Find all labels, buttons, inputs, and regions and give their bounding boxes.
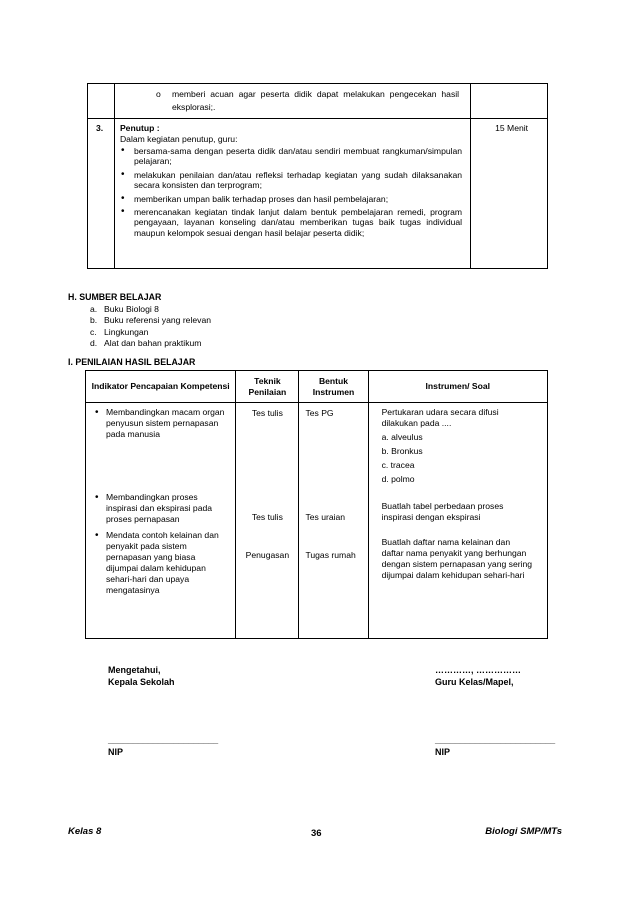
- penilaian-heading: I. PENILAIAN HASIL BELAJAR: [68, 357, 196, 367]
- footer-subject: Biologi SMP/MTs: [485, 826, 562, 837]
- header-bentuk: Bentuk Instrumen: [299, 371, 368, 403]
- soal-3: Buatlah daftar nama kelainan dan daftar nama penyakit yang berhungan dengan sistem pernapasan yang sering dijumpai dalam kehidupan sehari-hari: [381, 537, 533, 580]
- list-item: • merencanakan kegiatan tindak lanjut dalam bentuk pembelajaran remedi, program pengayaan, layanan konseling dan/atau memberikan tugas baik tugas individual maupun kelompok sesuai dengan hasil belajar peserta didik;: [120, 207, 462, 238]
- sign-left-nip: NIP: [108, 747, 124, 757]
- signature-left: [108, 664, 218, 758]
- header-indikator: Indikator Pencapaian Kompetensi: [86, 371, 236, 403]
- table-row: [88, 119, 548, 269]
- list-item: c. Lingkungan: [90, 326, 149, 337]
- bentuk-3: Tugas rumah: [305, 550, 356, 560]
- sub-item: o memberi acuan agar peserta didik dapat melakukan pengecekan hasil eksplorasi;.: [156, 88, 459, 113]
- bentuk-1: Tes PG: [305, 408, 334, 418]
- closing-intro: Dalam kegiatan penutup, guru:: [119, 133, 238, 144]
- teknik-3: Penugasan: [245, 550, 290, 560]
- option-a: a. alveulus: [381, 432, 423, 442]
- table-row: [88, 84, 548, 119]
- sign-left-rule: ______________________: [108, 735, 219, 745]
- sign-right-rule: ________________________: [435, 735, 556, 745]
- soal-2: Buatlah tabel perbedaan proses inspirasi dengan ekspirasi: [381, 501, 504, 522]
- soal-options: [382, 430, 533, 486]
- table-row: [86, 403, 548, 639]
- bentuk-2: Tes uraian: [305, 512, 346, 522]
- option-d: d. polmo: [381, 474, 415, 484]
- sign-left-line1: Mengetahui,: [108, 665, 161, 675]
- list-item: • memberikan umpan balik terhadap proses dan hasil pembelajaran;: [120, 194, 462, 204]
- indikator-1: • Membandingkan macam organ penyusun sistem pernapasan pada manusia: [90, 407, 229, 440]
- footer-class: Kelas 8: [68, 826, 102, 837]
- duration: 15 Menit: [495, 123, 529, 133]
- sign-left-line2: Kepala Sekolah: [108, 677, 175, 687]
- signature-right: [435, 664, 555, 758]
- soal-1: Pertukaran udara secara difusi dilakukan pada ....: [381, 407, 499, 428]
- header-teknik: Teknik Penilaian: [236, 371, 299, 403]
- sumber-list: [90, 304, 211, 349]
- indikator-2: • Membandingkan proses inspirasi dan ekspirasi pada proses pernapasan: [90, 492, 229, 525]
- page-number: 36: [311, 828, 322, 839]
- closing-list: [120, 146, 462, 238]
- list-item: d. Alat dan bahan praktikum: [90, 337, 202, 348]
- row-number: 3.: [96, 123, 104, 133]
- list-item: a. Buku Biologi 8: [90, 304, 159, 314]
- option-c: c. tracea: [381, 460, 415, 470]
- assessment-table: [85, 370, 548, 639]
- teknik-1: Tes tulis: [251, 408, 283, 418]
- header-instrumen: Instrumen/ Soal: [368, 371, 547, 403]
- indikator-3: • Mendata contoh kelainan dan penyakit pada sistem pernapasan yang biasa dijumpai dalam kehidupan sehari-hari dan upaya mengatasinya: [90, 530, 225, 596]
- closing-title: Penutup :: [119, 123, 160, 133]
- sign-right-line1: …………, ……………: [435, 665, 522, 675]
- option-b: b. Bronkus: [381, 446, 423, 456]
- list-item: • melakukan penilaian dan/atau refleksi terhadap kegiatan yang sudah dilaksanakan secara konsisten dan terprogram;: [120, 170, 462, 191]
- list-item: b. Buku referensi yang relevan: [90, 315, 212, 326]
- sumber-heading: H. SUMBER BELAJAR: [68, 292, 162, 302]
- activity-table: [87, 83, 548, 269]
- sign-right-nip: NIP: [435, 747, 451, 757]
- header-row: [86, 371, 548, 403]
- list-item: • bersama-sama dengan peserta didik dan/atau sendiri membuat rangkuman/simpulan pelajaran;: [120, 146, 462, 167]
- sign-right-line2: Guru Kelas/Mapel,: [435, 677, 514, 687]
- teknik-2: Tes tulis: [251, 512, 283, 522]
